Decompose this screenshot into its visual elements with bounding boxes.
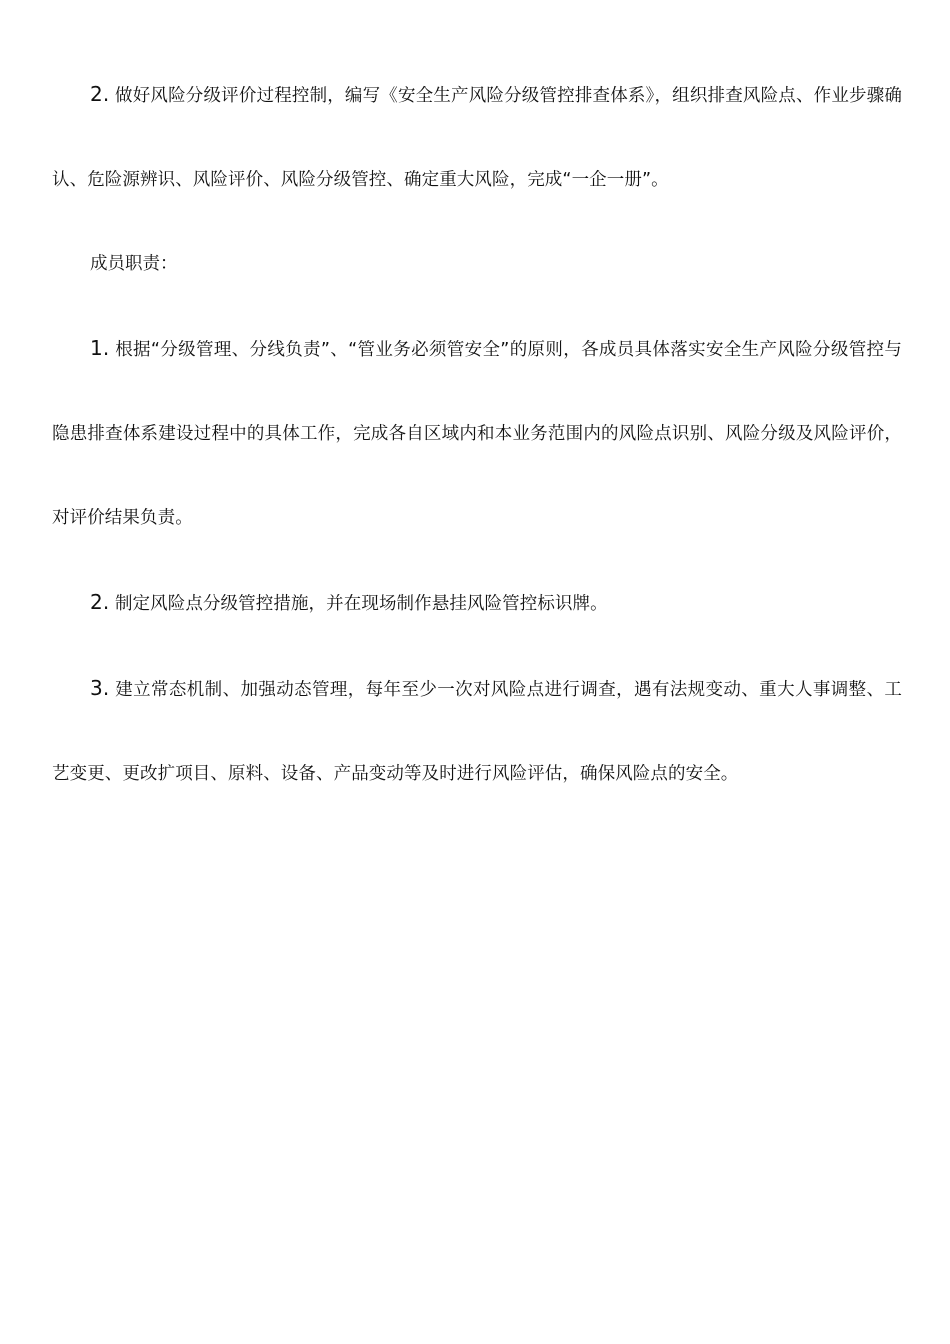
member-duty-2 <box>52 560 902 646</box>
paragraph-leader-duty-2 <box>52 52 902 222</box>
member-duty-1 <box>52 306 902 560</box>
paragraph-text: 建立常态机制、加强动态管理，每年至少一次对风险点进行调查，遇有法规变动、重大人事调整、工艺变更、更改扩项目、原料、设备、产品变动等及时进行风险评估，确保风险点的安全。 <box>52 680 902 784</box>
item-number: 2. <box>90 590 110 614</box>
item-number: 1. <box>90 336 110 360</box>
paragraph-text: 做好风险分级评价过程控制，编写《安全生产风险分级管控排查体系》，组织排查风险点、作业步骤确认、危险源辨识、风险评价、风险分级管控、确定重大风险，完成“一企一册”。 <box>52 86 902 190</box>
item-number: 3. <box>90 676 110 700</box>
document-page <box>52 52 902 816</box>
members-duties-heading: 成员职责： <box>90 254 178 274</box>
member-duty-3 <box>52 646 902 816</box>
paragraph-text: 根据“分级管理、分线负责”、“管业务必须管安全”的原则，各成员具体落实安全生产风险分级管控与隐患排查体系建设过程中的具体工作，完成各自区域内和本业务范围内的风险点识别、风险分级及风险评价，对评价结果负责。 <box>52 340 902 528</box>
paragraph-text: 制定风险点分级管控措施，并在现场制作悬挂风险管控标识牌。 <box>109 594 608 614</box>
item-number: 2. <box>90 82 110 106</box>
